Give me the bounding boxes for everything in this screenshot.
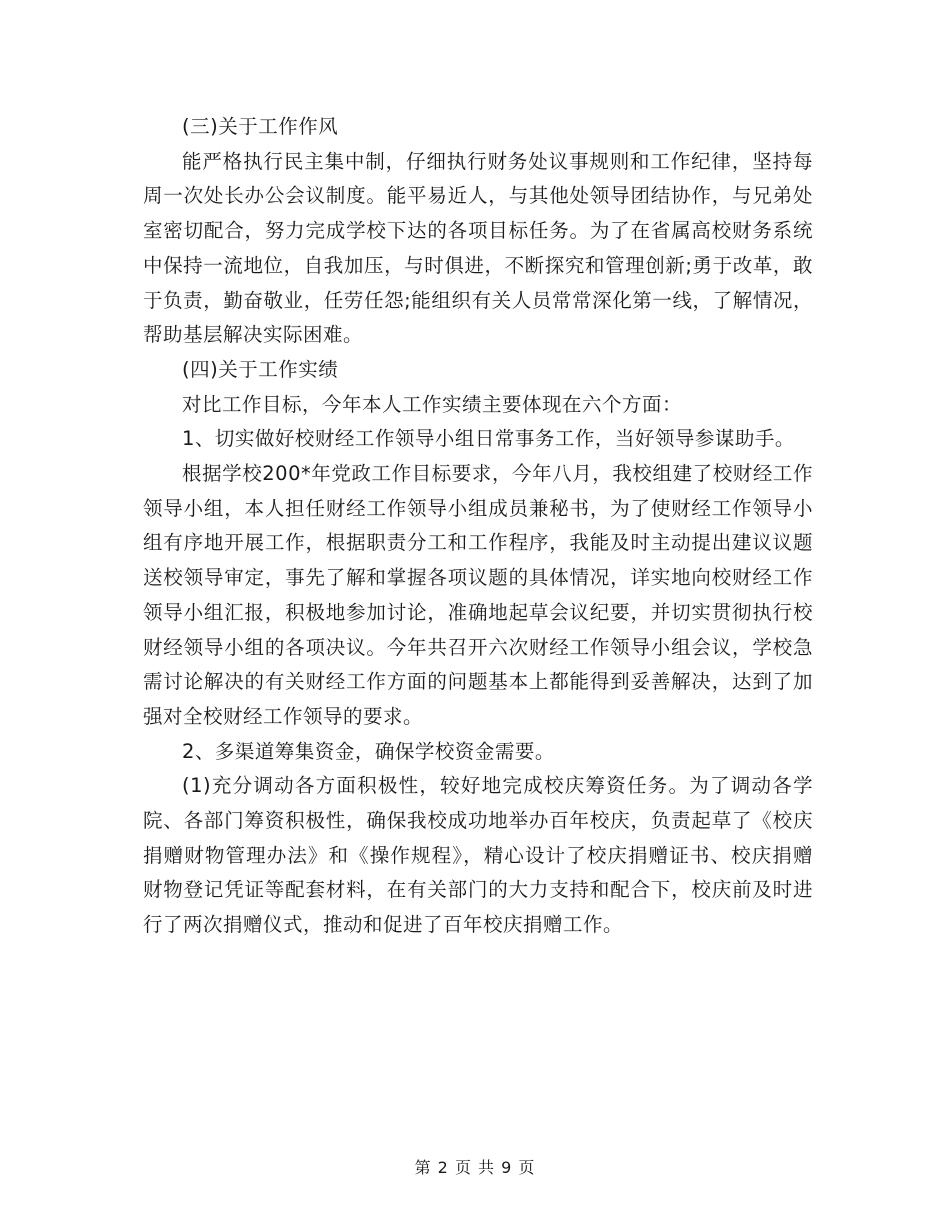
page-number-footer: 第 2 页 共 9 页	[414, 1158, 536, 1177]
item-heading-1: 1、切实做好校财经工作领导小组日常事务工作，当好领导参谋助手。	[182, 427, 795, 451]
item-heading-2: 2、多渠道筹集资金，确保学校资金需要。	[182, 739, 555, 763]
section-heading-work-style: (三)关于工作作风	[182, 115, 339, 138]
paragraph-work-style: 能严格执行民主集中制，仔细执行财务处议事规则和工作纪律，坚持每周一次处长办公会议制度。能平易近人，与其他处领导团结协作，与兄弟处室密切配合，努力完成学校下达的各项目标任务。为了在省属高校财务系统中保持一流地位，自我加压，与时俱进，不断探究和管理创新;勇于改革，敢于负责，勤奋敬业，任劳任怨;能组织有关人员常常深化第一线，了解情况，帮助基层解决实际困难。	[143, 149, 813, 347]
paragraph-item-1: 根据学校200*年党政工作目标要求，今年八月，我校组建了校财经工作领导小组，本人担任财经工作领导小组成员兼秘书，为了使财经工作领导小组有序地开展工作，根据职责分工和工作程序，我能及时主动提出建议议题送校领导审定，事先了解和掌握各项议题的具体情况，详实地向校财经工作领导小组汇报，积极地参加讨论，准确地起草会议纪要，并切实贯彻执行校财经领导小组的各项决议。今年共召开六次财经工作领导小组会议，学校急需讨论解决的有关财经工作方面的问题基本上都能得到妥善解决，达到了加强对全校财经工作领导的要求。	[143, 462, 813, 728]
section-heading-achievements: (四)关于工作实绩	[182, 357, 339, 381]
paragraph-achievements-intro: 对比工作目标，今年本人工作实绩主要体现在六个方面：	[182, 392, 683, 416]
document-body	[143, 110, 813, 943]
paragraph-item-2-1: (1)充分调动各方面积极性，较好地完成校庆筹资任务。为了调动各学院、各部门筹资积极性，确保我校成功地举办百年校庆，负责起草了《校庆捐赠财物管理办法》和《操作规程》，精心设计了校庆捐赠证书、校庆捐赠财物登记凭证等配套材料，在有关部门的大力支持和配合下，校庆前及时进行了两次捐赠仪式，推动和促进了百年校庆捐赠工作。	[143, 774, 813, 937]
